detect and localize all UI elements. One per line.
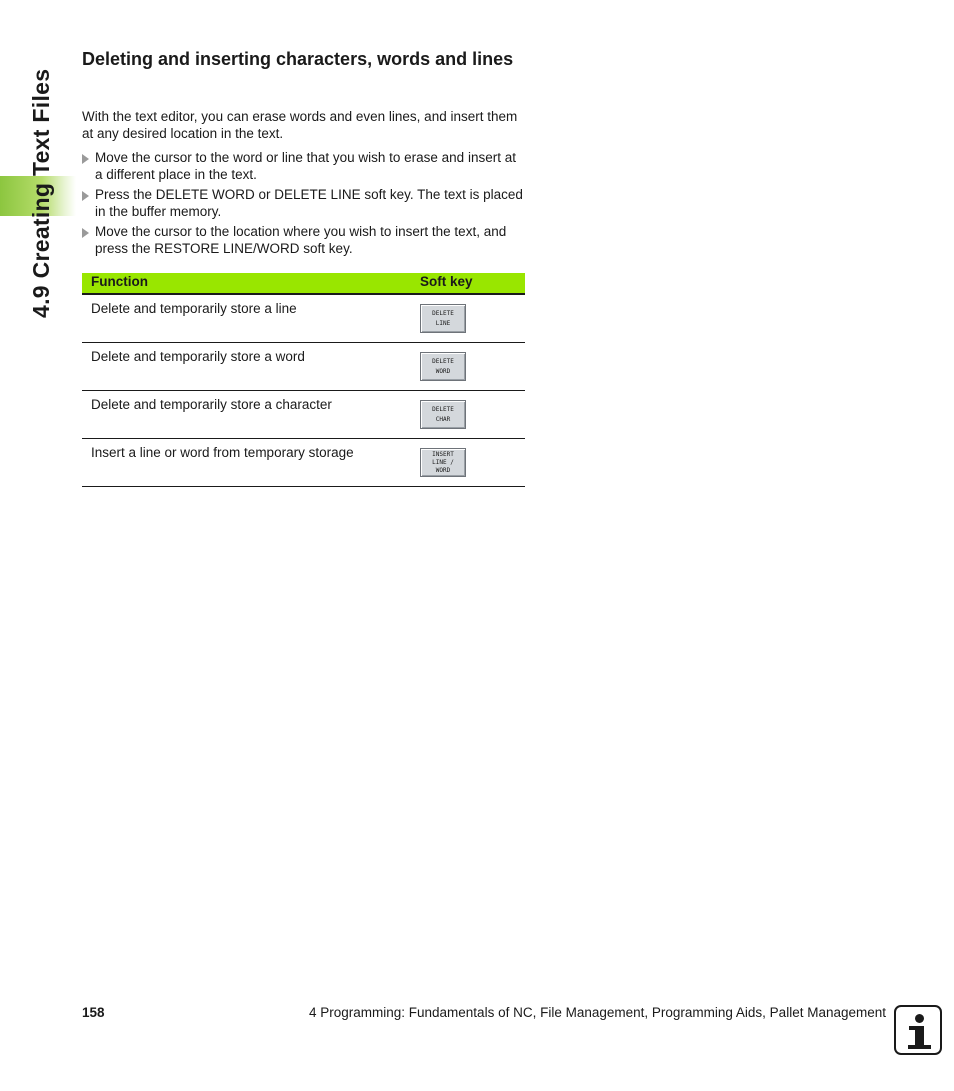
softkey-label: WORD (435, 367, 451, 375)
table-row (82, 391, 525, 439)
info-icon (894, 1005, 942, 1055)
table-row (82, 439, 525, 487)
step-item (82, 224, 527, 257)
step-text: Press the DELETE WORD or DELETE LINE soft key. The text is placed in the buffer memory. (95, 187, 523, 219)
step-list (82, 150, 527, 261)
function-softkey-table (82, 273, 525, 487)
softkey-label: DELETE (432, 309, 454, 317)
section-heading: Deleting and inserting characters, words and lines (82, 49, 514, 69)
triangle-right-icon (82, 191, 89, 201)
chapter-side-title: 4.9 Creating Text Files (28, 68, 54, 318)
function-description: Delete and temporarily store a character (91, 397, 332, 412)
info-icon-dot (915, 1014, 924, 1023)
function-description: Delete and temporarily store a line (91, 301, 297, 316)
footer-chapter-text: 4 Programming: Fundamentals of NC, File Management, Programming Aids, Pallet Management (308, 1005, 886, 1020)
triangle-right-icon (82, 228, 89, 238)
function-description: Delete and temporarily store a word (91, 349, 305, 364)
table-row (82, 295, 525, 343)
softkey-label: WORD (435, 466, 451, 474)
softkey-delete-word[interactable] (420, 352, 466, 381)
step-text: Move the cursor to the location where you wish to insert the text, and press the RESTORE LINE/WORD soft key. (95, 224, 507, 256)
softkey-delete-line[interactable] (420, 304, 466, 333)
softkey-delete-char[interactable] (420, 400, 466, 429)
info-icon-serif-bottom (908, 1045, 931, 1049)
function-description: Insert a line or word from temporary storage (91, 445, 354, 460)
softkey-label: INSERT (432, 450, 454, 458)
page-number: 158 (82, 1005, 105, 1020)
step-item (82, 150, 527, 183)
softkey-label: LINE (435, 319, 451, 327)
step-item (82, 187, 527, 220)
softkey-label: DELETE (432, 405, 454, 413)
triangle-right-icon (82, 154, 89, 164)
softkey-label: DELETE (432, 357, 454, 365)
softkey-label: CHAR (435, 415, 451, 423)
column-header-softkey: Soft key (420, 274, 473, 289)
step-text: Move the cursor to the word or line that you wish to erase and insert at a different place in the text. (95, 150, 516, 182)
intro-paragraph: With the text editor, you can erase words and even lines, and insert them at any desired location in the text. (82, 109, 518, 141)
table-row (82, 343, 525, 391)
softkey-label: LINE / (432, 458, 454, 466)
column-header-function: Function (91, 274, 148, 289)
table-header (82, 273, 525, 295)
softkey-insert-line-word[interactable] (420, 448, 466, 477)
